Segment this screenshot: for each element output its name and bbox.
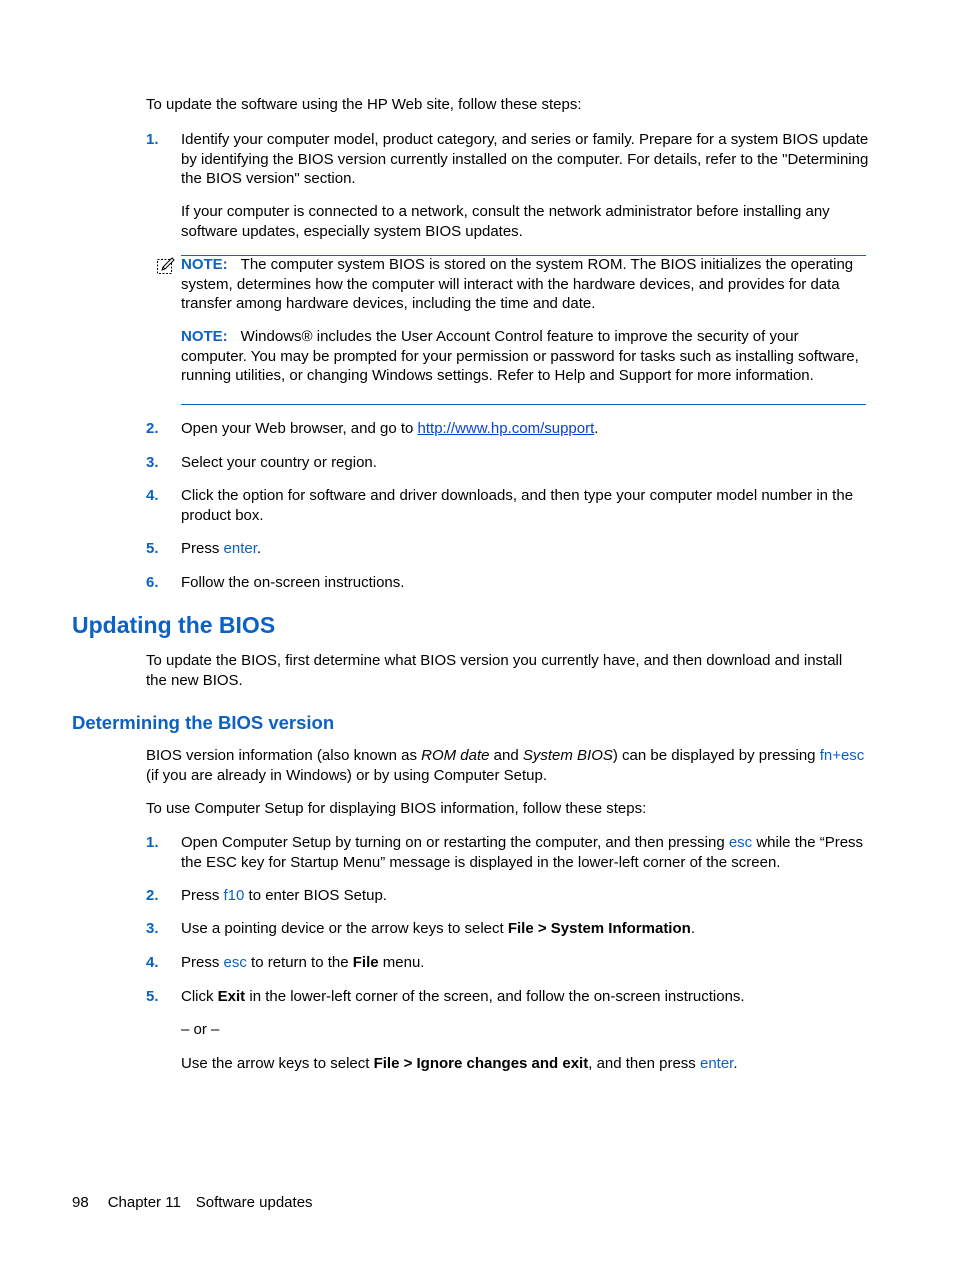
footer-chapter: Chapter 11: [107, 1194, 181, 1211]
step-text-part: Use a pointing device or the arrow keys to select: [181, 920, 508, 937]
step-number: 1.: [146, 834, 159, 851]
step-number: 5.: [146, 540, 159, 557]
key-enter: enter: [223, 540, 257, 557]
step-text-part: menu.: [378, 954, 425, 971]
step-text-part: in the lower-left corner of the screen, and follow the on-screen instructions.: [245, 988, 745, 1005]
step-text-part: while the “Press the ESC key for Startup Menu” message is displayed in the lower-left corner of the screen.: [181, 834, 864, 871]
step-number: 4.: [146, 487, 159, 504]
step-number: 2.: [146, 887, 159, 904]
menu-path: File > Ignore changes and exit: [373, 1055, 589, 1072]
note-pencil-icon: [156, 256, 176, 276]
note-text: The computer system BIOS is stored on the system ROM. The BIOS initializes the operating system, determines how the computer will interact with the hardware devices, and provides for data transfer among hardware devices, including the time and date.: [181, 256, 854, 312]
step-text-part: to enter BIOS Setup.: [244, 887, 387, 904]
step-text-part: .: [256, 540, 262, 557]
menu-name: Exit: [217, 988, 246, 1005]
bios-info-paragraph: [146, 746, 866, 785]
note-1: [181, 255, 866, 314]
note-label: NOTE:: [181, 256, 228, 273]
menu-path: File > System Information: [507, 920, 691, 937]
step-number: 3.: [146, 454, 159, 471]
text-part: and: [489, 747, 523, 764]
step-text-part: Press: [181, 887, 224, 904]
step-number: 6.: [146, 574, 159, 591]
step-extra-text: If your computer is connected to a network, consult the network administrator before installing any software updates, especially system BIOS updates.: [181, 203, 830, 240]
menu-name: File: [352, 954, 379, 971]
step-text: [181, 919, 869, 939]
page-footer: [72, 1193, 313, 1213]
intro-text: To update the software using the HP Web site, follow these steps:: [146, 96, 582, 113]
step-text-part: Use the arrow keys to select: [181, 1055, 374, 1072]
text-part: BIOS version information (also known as: [146, 747, 422, 764]
step-text: [181, 886, 869, 906]
footer-title: Software updates: [195, 1194, 313, 1211]
section-intro: To update the BIOS, first determine what BIOS version you currently have, and then download and install the new BIOS.: [146, 652, 843, 689]
step-number: 3.: [146, 920, 159, 937]
step-text-part: Press: [181, 954, 224, 971]
step-text-part: Open Computer Setup by turning on or restarting the computer, and then pressing: [181, 834, 729, 851]
term-system-bios: System BIOS: [522, 747, 613, 764]
step-text: Select your country or region.: [181, 454, 377, 471]
step-text-part: , and then press: [588, 1055, 700, 1072]
term-rom-date: ROM date: [421, 747, 490, 764]
alt-step-text: [181, 1054, 869, 1074]
text-part: ) can be displayed by pressing: [612, 747, 820, 764]
hp-support-link[interactable]: http://www.hp.com/support: [417, 420, 595, 437]
note-text: Windows® includes the User Account Control feature to improve the security of your computer. You may be prompted for your permission or password for tasks such as installing software, running utilities, or changing Windows settings. Refer to Help and Support for more information.: [181, 328, 859, 384]
step-text: [181, 833, 871, 872]
step-text: [181, 419, 869, 439]
step-number: 4.: [146, 954, 159, 971]
note-bottom-rule: [181, 404, 866, 405]
step-text-part: .: [733, 1055, 738, 1072]
text-part: (if you are already in Windows) or by using Computer Setup.: [146, 766, 548, 784]
step-text: [181, 539, 869, 559]
note-2: [181, 327, 866, 386]
page-number: 98: [72, 1194, 89, 1211]
setup-intro: To use Computer Setup for displaying BIOS information, follow these steps:: [146, 800, 647, 817]
step-number: 5.: [146, 988, 159, 1005]
subsection-title: Determining the BIOS version: [72, 712, 335, 733]
note-label: NOTE:: [181, 328, 228, 345]
step-text-part: to return to the: [246, 954, 353, 971]
section-title: Updating the BIOS: [72, 612, 276, 638]
step-text-part: Open your Web browser, and go to: [181, 420, 418, 437]
step-text-part: Click: [181, 988, 218, 1005]
or-separator: – or –: [181, 1021, 220, 1038]
step-number: 1.: [146, 131, 159, 148]
step-text: Identify your computer model, product category, and series or family. Prepare for a system BIOS update by identifying the BIOS version currently installed on the computer. For details, refer to the "Determining the BIOS version" section.: [181, 131, 869, 187]
step-text: Click the option for software and driver downloads, and then type your computer model number in the product box.: [181, 487, 854, 524]
key-esc: esc: [223, 954, 247, 971]
step-text-part: .: [690, 920, 695, 937]
step-text: [181, 953, 869, 973]
key-fn-esc: fn+esc: [819, 747, 865, 764]
key-esc: esc: [728, 834, 753, 851]
step-text: [181, 987, 869, 1007]
step-number: 2.: [146, 420, 159, 437]
key-f10: f10: [223, 887, 245, 904]
step-text-part: Press: [181, 540, 224, 557]
step-text: Follow the on-screen instructions.: [181, 574, 405, 591]
step-text-part: .: [594, 420, 599, 437]
key-enter: enter: [699, 1055, 734, 1072]
